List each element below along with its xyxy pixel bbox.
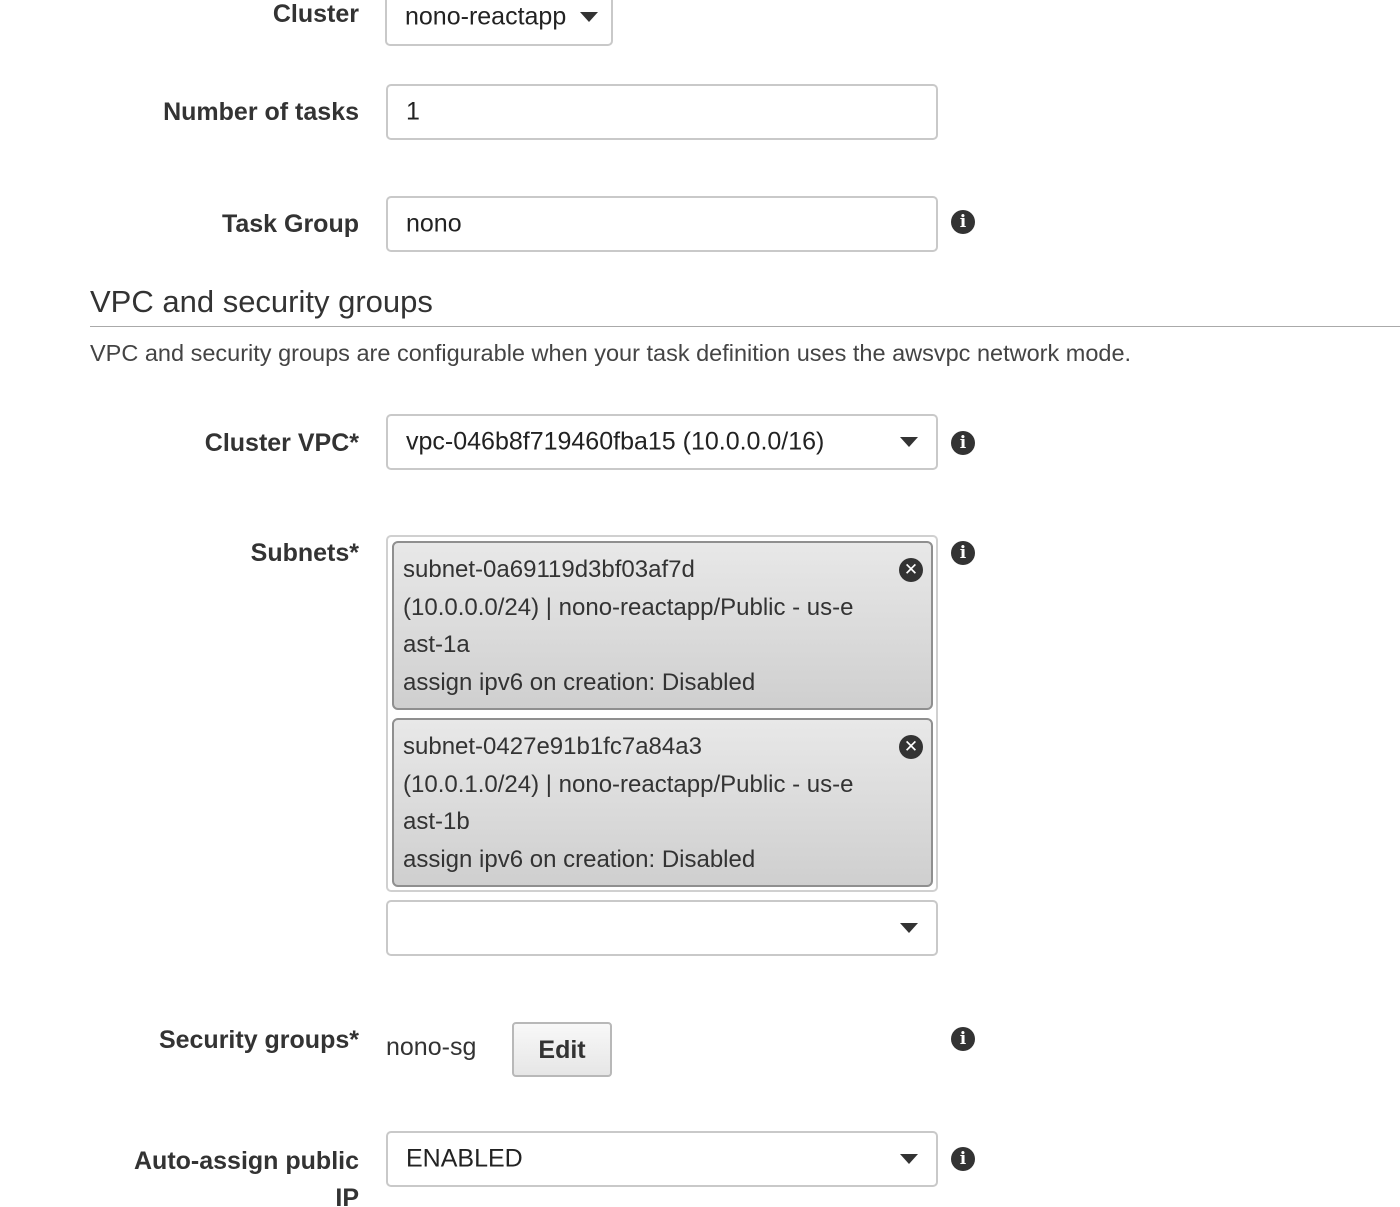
task-group-label: Task Group — [221, 210, 359, 238]
section-description: VPC and security groups are configurable when your task definition uses the awsvpc network mode. — [90, 340, 1132, 366]
cluster-vpc-select[interactable] — [386, 414, 938, 470]
number-of-tasks-label: Number of tasks — [163, 98, 359, 126]
close-circle-icon[interactable]: ✕ — [899, 558, 923, 582]
task-group-value: nono — [406, 209, 462, 238]
caret-down-icon — [900, 923, 918, 933]
subnet-cidr: (10.0.1.0/24) | nono-reactapp/Public - us-e — [403, 771, 854, 798]
subnet-az: ast-1b — [403, 808, 470, 835]
cluster-select[interactable] — [385, 0, 613, 46]
security-group-value: nono-sg — [386, 1033, 477, 1061]
cluster-label: Cluster — [272, 0, 359, 28]
subnet-chip — [392, 541, 933, 710]
section-title: VPC and security groups — [90, 284, 433, 319]
auto-assign-public-ip-label: Auto-assign public — [134, 1147, 359, 1175]
number-of-tasks-value: 1 — [406, 97, 420, 126]
info-icon[interactable]: i — [951, 1027, 975, 1051]
info-icon[interactable]: i — [951, 210, 975, 234]
info-icon[interactable]: i — [951, 541, 975, 565]
auto-assign-public-ip-select[interactable] — [386, 1131, 938, 1187]
subnet-ipv6: assign ipv6 on creation: Disabled — [403, 846, 756, 873]
info-icon[interactable]: i — [951, 431, 975, 455]
subnet-cidr: (10.0.0.0/24) | nono-reactapp/Public - us-e — [403, 594, 854, 621]
subnet-id: subnet-0a69119d3bf03af7d — [403, 556, 695, 583]
subnets-label: Subnets* — [250, 539, 359, 567]
info-icon[interactable]: i — [951, 1147, 975, 1171]
edit-security-groups-button[interactable]: Edit — [512, 1022, 612, 1077]
caret-down-icon — [900, 1154, 918, 1164]
subnet-id: subnet-0427e91b1fc7a84a3 — [403, 733, 702, 760]
subnets-add-select[interactable] — [386, 900, 938, 956]
subnet-az: ast-1a — [403, 631, 470, 658]
subnets-multiselect[interactable] — [386, 535, 938, 892]
security-groups-label: Security groups* — [158, 1026, 359, 1054]
auto-assign-public-ip-value: ENABLED — [406, 1144, 523, 1173]
auto-assign-public-ip-label-cont: IP — [335, 1184, 359, 1207]
task-group-input[interactable] — [386, 196, 938, 252]
caret-down-icon — [580, 12, 598, 22]
section-divider — [90, 326, 1400, 327]
cluster-vpc-label: Cluster VPC* — [204, 429, 359, 457]
number-of-tasks-input[interactable] — [386, 84, 938, 140]
close-circle-icon[interactable]: ✕ — [899, 735, 923, 759]
cluster-select-value: nono-reactapp — [405, 2, 567, 31]
subnet-chip — [392, 718, 933, 887]
subnet-ipv6: assign ipv6 on creation: Disabled — [403, 669, 756, 696]
caret-down-icon — [900, 437, 918, 447]
cluster-vpc-value: vpc-046b8f719460fba15 (10.0.0.0/16) — [406, 427, 825, 456]
